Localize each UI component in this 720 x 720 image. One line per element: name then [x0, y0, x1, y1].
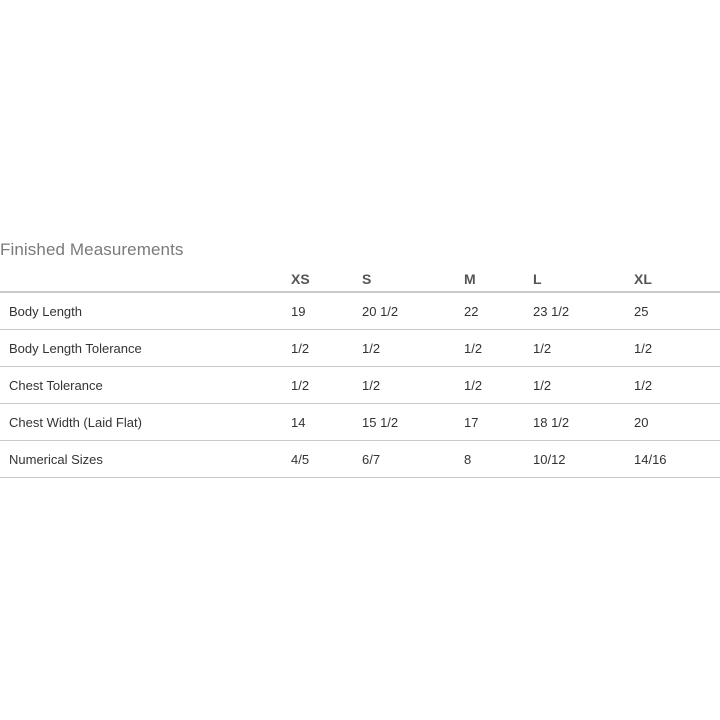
table-cell: 25	[634, 303, 649, 319]
table-row	[0, 293, 720, 330]
table-cell: 1/2	[362, 377, 381, 393]
table-cell: 17	[464, 414, 479, 430]
table-cell: 1/2	[533, 377, 552, 393]
page-title: Finished Measurements	[0, 240, 184, 259]
table-cell: 23 1/2	[533, 303, 570, 319]
header-cell-m: M	[464, 271, 476, 287]
header-cell-s: S	[362, 271, 372, 287]
table-cell: 1/2	[291, 340, 310, 356]
table-header-row	[0, 263, 720, 293]
row-label: Numerical Sizes	[9, 451, 103, 467]
table-cell: 20	[634, 414, 649, 430]
table-cell: 18 1/2	[533, 414, 570, 430]
table-cell: 20 1/2	[362, 303, 399, 319]
table-cell: 8	[464, 451, 472, 467]
measurements-table	[0, 263, 720, 478]
row-label: Chest Tolerance	[9, 377, 103, 393]
table-row	[0, 404, 720, 441]
header-cell-xs: XS	[291, 271, 310, 287]
table-cell: 15 1/2	[362, 414, 399, 430]
table-row	[0, 441, 720, 478]
table-cell: 1/2	[362, 340, 381, 356]
header-cell-xl: XL	[634, 271, 652, 287]
table-cell: 1/2	[634, 377, 653, 393]
table-cell: 1/2	[634, 340, 653, 356]
table-row	[0, 330, 720, 367]
table-cell: 1/2	[291, 377, 310, 393]
table-cell: 14	[291, 414, 306, 430]
table-cell: 1/2	[464, 340, 483, 356]
row-label: Body Length	[9, 303, 83, 319]
table-row	[0, 367, 720, 404]
table-cell: 22	[464, 303, 479, 319]
row-label: Chest Width (Laid Flat)	[9, 414, 142, 430]
row-label: Body Length Tolerance	[9, 340, 142, 356]
table-cell: 14/16	[634, 451, 667, 467]
table-cell: 10/12	[533, 451, 566, 467]
table-cell: 6/7	[362, 451, 381, 467]
table-cell: 1/2	[533, 340, 552, 356]
table-cell: 1/2	[464, 377, 483, 393]
header-cell-l: L	[533, 271, 542, 287]
table-cell: 19	[291, 303, 306, 319]
table-cell: 4/5	[291, 451, 310, 467]
